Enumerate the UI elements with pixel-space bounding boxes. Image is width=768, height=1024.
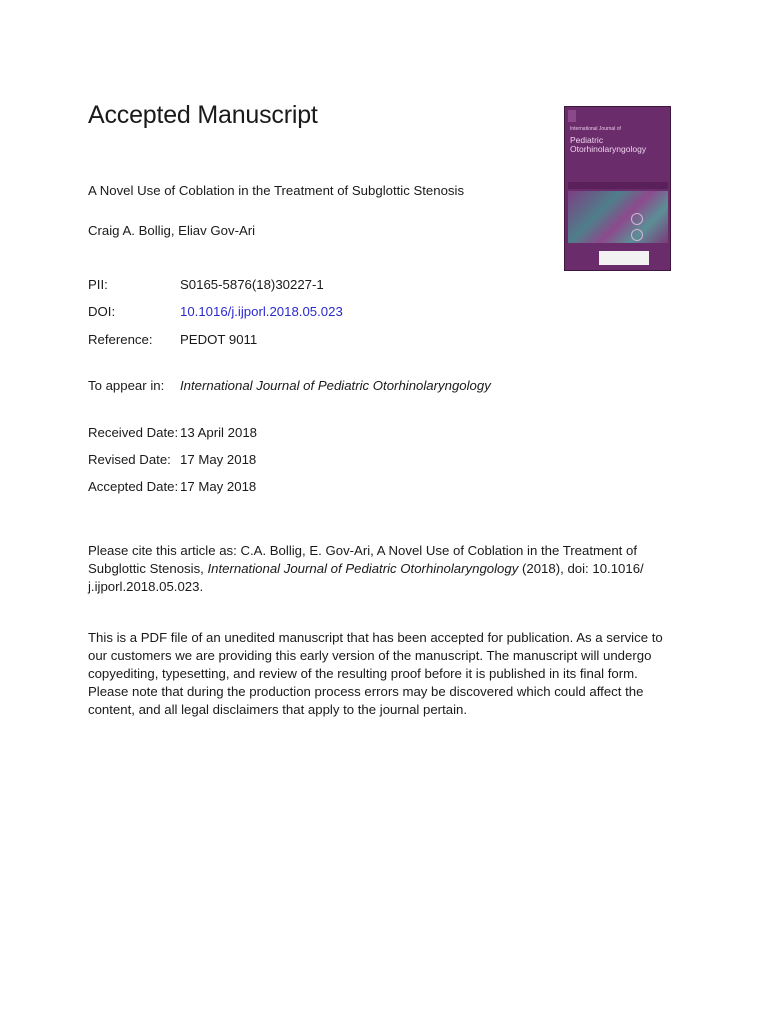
cover-band (568, 182, 668, 189)
page-heading: Accepted Manuscript (88, 101, 318, 129)
reference-label: Reference: (88, 332, 153, 347)
appear-value: International Journal of Pediatric Otorhinolaryngology (180, 378, 491, 393)
cover-circle-icon (631, 229, 643, 241)
cover-circle-icon (631, 213, 643, 225)
journal-cover-image (564, 106, 671, 271)
cover-big-title: Pediatric Otorhinolaryngology (570, 135, 647, 154)
accepted-label: Accepted Date: (88, 479, 179, 494)
cover-small-title: International Journal of (570, 126, 621, 132)
received-value: 13 April 2018 (180, 425, 257, 440)
doi-link[interactable]: 10.1016/j.ijporl.2018.05.023 (180, 304, 343, 319)
citation-suffix: (2018), doi: 10.1016/ j.ijporl.2018.05.023. (88, 561, 644, 594)
publisher-logo-icon (568, 110, 576, 122)
citation-journal: International Journal of Pediatric Otorhinolaryngology (207, 561, 519, 576)
cover-map-graphic (568, 191, 668, 243)
accepted-value: 17 May 2018 (180, 479, 257, 494)
citation-paragraph (88, 542, 678, 596)
article-authors: Craig A. Bollig, Eliav Gov-Ari (88, 223, 256, 238)
received-label: Received Date: (88, 425, 179, 440)
cover-footer-box (599, 251, 649, 265)
citation-prefix: Please cite this article as: C.A. Bollig, E. Gov-Ari, A Novel Use of Coblation in the Treatment of Subglottic Stenosis, (88, 543, 637, 576)
appear-label: To appear in: (88, 378, 165, 393)
reference-value: PEDOT 9011 (180, 332, 258, 347)
notice-paragraph: This is a PDF file of an unedited manuscript that has been accepted for publication. As a service to our customers we are providing this early version of the manuscript. The manuscript will undergo copyediting, typesetting, and review of the resulting proof before it is published in its final form. Please note that during the production process errors may be discovered which could affect the content, and all legal disclaimers that apply to the journal pertain. (88, 630, 663, 717)
revised-label: Revised Date: (88, 452, 171, 467)
pii-label: PII: (88, 277, 108, 292)
revised-value: 17 May 2018 (180, 452, 257, 467)
doi-label: DOI: (88, 304, 116, 319)
pii-value: S0165-5876(18)30227-1 (180, 277, 324, 292)
article-title: A Novel Use of Coblation in the Treatment of Subglottic Stenosis (88, 183, 465, 198)
